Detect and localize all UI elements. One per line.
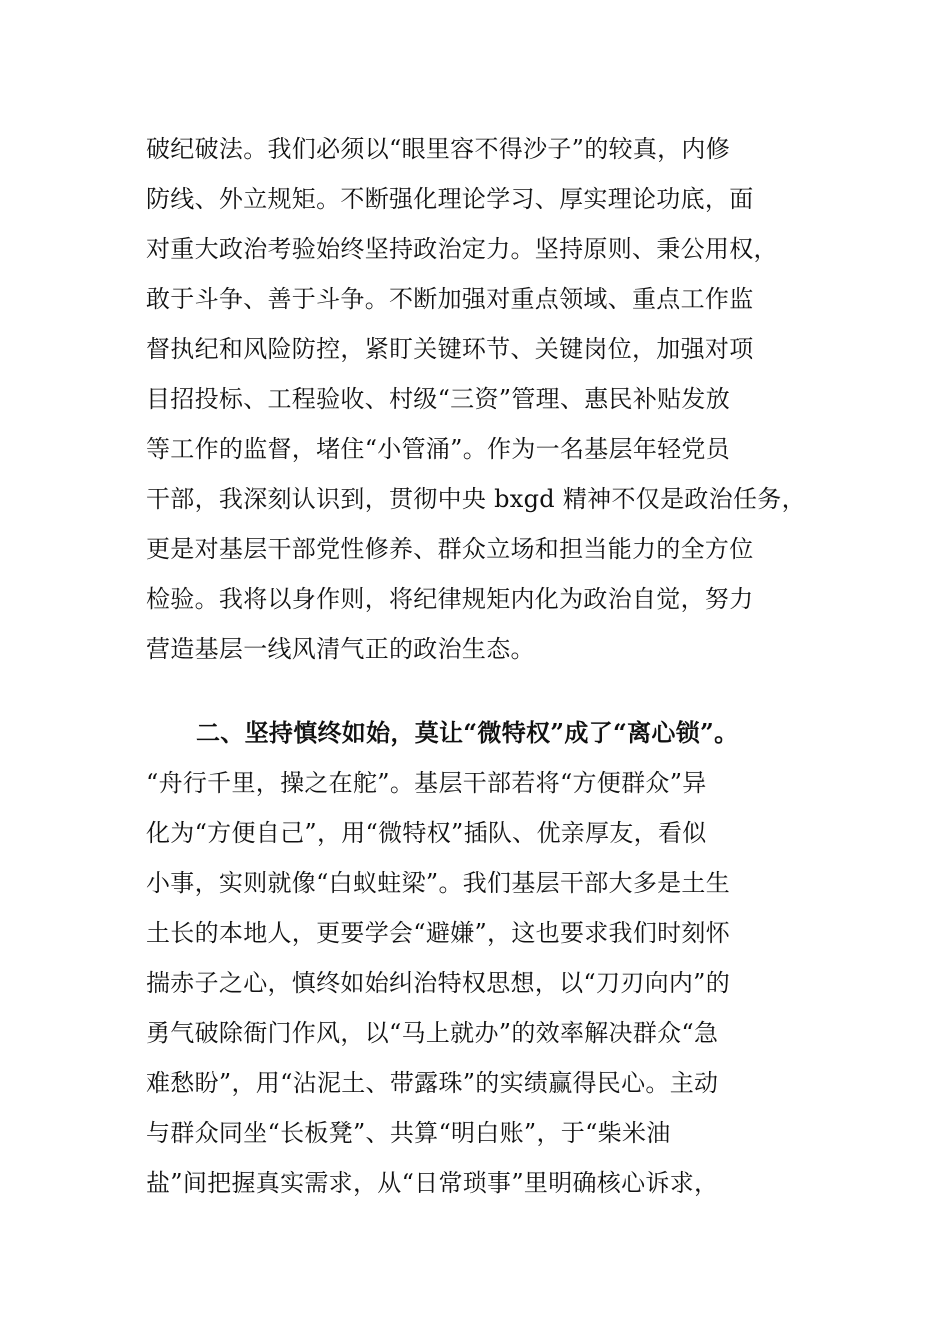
paragraph-line: 检验。我将以身作则，将纪律规矩内化为政治自觉，努力 <box>146 585 754 613</box>
paragraph-line: 督执纪和风险防控，紧盯关键环节、关键岗位，加强对项 <box>146 335 754 363</box>
paragraph-line: 小事，实则就像“白蚁蛀梁”。我们基层干部大多是土生 <box>146 869 731 897</box>
paragraph-line: 敢于斗争、善于斗争。不断加强对重点领域、重点工作监 <box>146 285 754 313</box>
paragraph-line: 干部，我深刻认识到，贯彻中央 bxgd 精神不仅是政治任务， <box>146 485 806 513</box>
paragraph-line: 等工作的监督，堵住“小管涌”。作为一名基层年轻党员 <box>146 435 731 463</box>
paragraph-line: 盐”间把握真实需求，从“日常琐事”里明确核心诉求， <box>146 1169 719 1197</box>
paragraph-line: 防线、外立规矩。不断强化理论学习、厚实理论功底，面 <box>146 185 754 213</box>
paragraph-line: 勇气破除衙门作风，以“马上就办”的效率解决群众“急 <box>146 1019 719 1047</box>
paragraph-line: 更是对基层干部党性修养、群众立场和担当能力的全方位 <box>146 535 754 563</box>
paragraph-line: 对重大政治考验始终坚持政治定力。坚持原则、秉公用权， <box>146 235 778 263</box>
paragraph-line: 化为“方便自己”，用“微特权”插队、优亲厚友，看似 <box>146 819 707 847</box>
paragraph-line: 营造基层一线风清气正的政治生态。 <box>146 635 535 663</box>
paragraph-line: 与群众同坐“长板凳”、共算“明白账”，于“柴米油 <box>146 1119 671 1147</box>
paragraph-line: 目招投标、工程验收、村级“三资”管理、惠民补贴发放 <box>146 385 731 413</box>
paragraph-line: “舟行千里，操之在舵”。基层干部若将“方便群众”异 <box>146 769 707 797</box>
section-heading: 二、坚持慎终如始，莫让“微特权”成了“离心锁”。 <box>196 718 739 747</box>
paragraph-line: 土长的本地人，更要学会“避嫌”，这也要求我们时刻怀 <box>146 919 731 947</box>
paragraph-line: 难愁盼”，用“沾泥土、带露珠”的实绩赢得民心。主动 <box>146 1069 719 1097</box>
paragraph-line: 揣赤子之心，慎终如始纠治特权思想，以“刀刃向内”的 <box>146 969 731 997</box>
paragraph-line: 破纪破法。我们必须以“眼里容不得沙子”的较真，内修 <box>146 135 731 163</box>
